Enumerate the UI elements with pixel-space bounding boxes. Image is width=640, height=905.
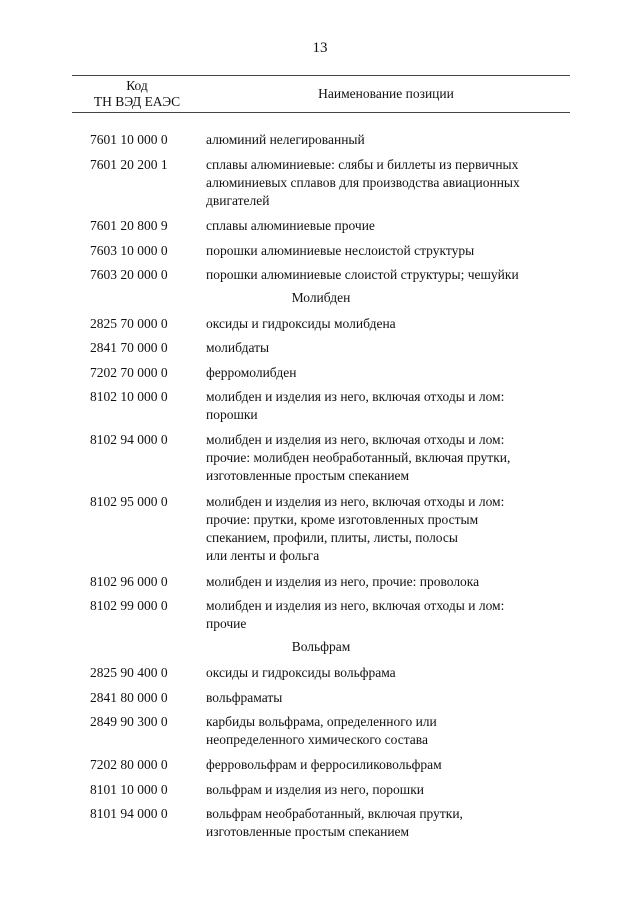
row-name-line: ферромолибден [206,364,297,380]
row-code: 7601 10 000 0 [90,132,168,147]
row-name [206,781,570,799]
row-code: 2825 70 000 0 [90,315,168,331]
table-header [72,75,570,113]
row-name-line: сплавы алюминиевые: слябы и биллеты из первичных [206,156,519,172]
row-name-line: молибден и изделия из него, прочие: проволока [206,573,480,589]
row-name-line: ферровольфрам и ферросиликовольфрам [206,757,442,772]
page-number: 13 [312,40,328,56]
row-code: 8101 94 000 0 [90,806,168,821]
row-name [206,431,570,485]
row-name-line: изготовленные простым спеканием [206,824,410,839]
row-code: 2849 90 300 0 [90,714,168,729]
row-name-line: порошки [206,407,258,422]
row-code: 2825 90 400 0 [90,665,168,680]
row-name-line: молибден и изделия из него, включая отходы и лом: [206,493,505,509]
row-name-line: вольфрам и изделия из него, порошки [206,781,424,797]
row-code: 8102 95 000 0 [90,493,168,509]
row-name-line: прочие: прутки, кроме изготовленных простым [206,511,479,527]
row-name [206,689,570,707]
row-code: 8102 99 000 0 [90,598,168,613]
row-name-line: молибден и изделия из него, включая отходы и лом: [206,389,505,404]
header-code-line1: Код [126,78,148,93]
header-name-column: Наименование позиции [318,86,454,101]
row-name [206,664,570,682]
row-name-line: неопределенного химического состава [206,732,428,747]
row-name [206,388,570,424]
row-code: 7202 70 000 0 [90,364,168,380]
row-name [206,805,570,841]
row-name [206,756,570,774]
row-code: 8101 10 000 0 [90,781,168,797]
row-name-line: прочие: молибден необработанный, включая прутки, [206,450,511,465]
row-name [206,217,570,235]
row-code: 7603 20 000 0 [90,267,168,282]
row-code: 7603 10 000 0 [90,242,168,258]
row-name [206,493,570,565]
row-name-line: алюминий нелегированный [206,132,365,147]
row-code: 8102 96 000 0 [90,573,168,589]
row-name [206,713,570,749]
row-name-line: молибден и изделия из него, включая отходы и лом: [206,432,505,447]
row-name-line: молибдаты [206,340,270,355]
row-name-line: вольфраматы [206,689,283,705]
row-name-line: изготовленные простым спеканием [206,468,410,483]
row-code: 2841 70 000 0 [90,340,168,355]
row-name-line: прочие [206,616,247,631]
row-name-line: оксиды и гидроксиды вольфрама [206,665,396,680]
row-name-line: сплавы алюминиевые прочие [206,218,375,233]
row-name-line: двигателей [206,192,270,208]
header-code-line2: ТН ВЭД ЕАЭС [93,94,181,109]
row-name [206,597,570,633]
row-name-line: молибден и изделия из него, включая отходы и лом: [206,598,505,613]
row-code: 8102 10 000 0 [90,389,168,404]
row-name-line: спеканием, профили, плиты, листы, полосы [206,529,458,545]
row-name [206,266,570,284]
row-name-line: или ленты и фольга [206,547,320,563]
row-name-line: карбиды вольфрама, определенного или [206,714,437,729]
row-name [206,339,570,357]
row-name [206,131,570,149]
header-code-column [72,78,202,110]
row-code: 7202 80 000 0 [90,757,168,772]
row-name-line: порошки алюминиевые неслоистой структуры [206,242,475,258]
row-name [206,156,570,210]
row-name [206,573,570,591]
row-code: 7601 20 800 9 [90,218,168,233]
row-name [206,315,570,333]
section-heading: Вольфрам [291,639,351,654]
row-name-line: порошки алюминиевые слоистой структуры; чешуйки [206,267,519,282]
row-name-line: алюминиевых сплавов для производства авиационных [206,174,520,190]
row-code: 2841 80 000 0 [90,689,168,705]
row-name-line: вольфрам необработанный, включая прутки, [206,806,463,821]
row-code: 8102 94 000 0 [90,432,168,447]
row-name-line: оксиды и гидроксиды молибдена [206,315,396,331]
row-name [206,242,570,260]
section-heading: Молибден [291,289,351,305]
row-code: 7601 20 200 1 [90,156,168,172]
row-name [206,364,570,382]
